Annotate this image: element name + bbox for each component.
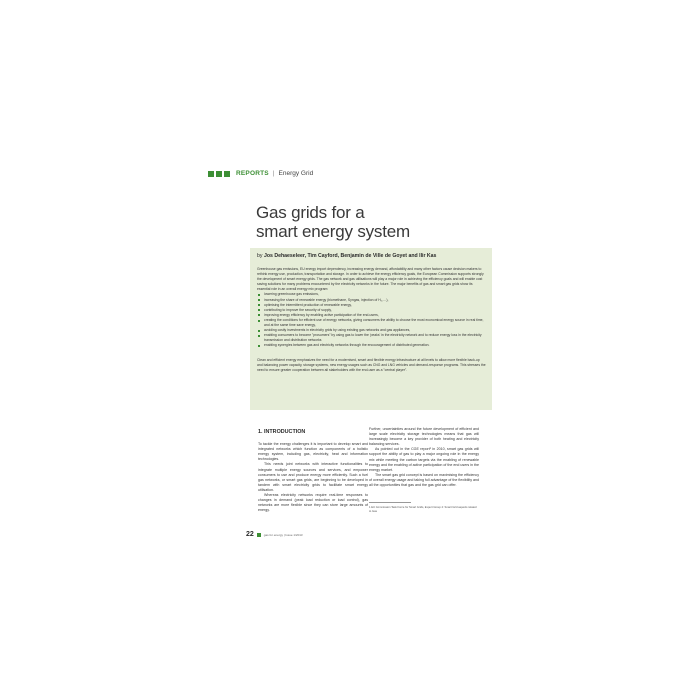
paragraph: The smart gas grid concept is based on maximising the efficiency of overall energy usage and taking full advantage of the flexibility and all the opportunities that gas and the gas grid can offer. xyxy=(369,472,479,488)
paragraph: To tackle the energy challenges it is important to develop smart and integrated networks which function as components of a holistic energy system, including gas, electricity, heat and information technologies. xyxy=(258,442,368,462)
footnote-divider xyxy=(369,502,411,503)
body-column-2 xyxy=(369,427,479,513)
section-header xyxy=(208,170,313,177)
journal-info: gas for energy | Issue 1/2013 xyxy=(263,532,303,537)
paragraph: Whereas electricity networks require real-time responses to changes in demand (peak load reduction or load control), gas networks are more flexible since they can store large amounts of energy. xyxy=(258,493,368,513)
list-item: avoiding costly investments in electricity grids by using existing gas networks and gas appliances, xyxy=(257,328,486,333)
footnote-text: 1 EU Commission Task Force for Smart Grids, Expert Group 4: Smart Grid aspects related to Gas xyxy=(369,506,477,513)
article-title xyxy=(256,203,456,241)
page-footer xyxy=(246,531,303,538)
body-column-1 xyxy=(258,430,368,513)
paragraph: As pointed out in the CGE report¹ in 2010, smart gas grids will support the ability of gas to play a major ongoing role in the energy mix while meeting the carbon targets via the enabling of renewable energy and the enabling of active participation of the end users in the energy market. xyxy=(369,447,479,472)
abstract-box xyxy=(250,248,492,410)
list-item: creating the conditions for efficient use of energy networks, giving consumers the ability to choose the most economical energy source in real time, and at the same time save energy, xyxy=(257,318,486,328)
page-number: 22 xyxy=(246,531,254,538)
footer-marker-icon xyxy=(257,533,261,537)
byline-prefix: by xyxy=(257,253,263,259)
list-item: improving energy efficiency by enabling active participation of the end-users, xyxy=(257,313,486,318)
list-item: contributing to improve the security of supply, xyxy=(257,308,486,313)
byline xyxy=(257,253,486,259)
benefits-list xyxy=(257,292,486,348)
section-heading: 1. INTRODUCTION xyxy=(258,429,306,435)
section-marker-icon xyxy=(208,171,230,177)
list-item: enabling consumers to become "prosumers" by using gas to lower the 'peaks' in the electricity network and to reduce energy loss in the electricity transmission and distribution networks xyxy=(257,333,486,343)
authors: Jos Dehaeseleer, Tim Cayford, Benjamin de Ville de Goyet and Ilir Kas xyxy=(263,253,437,259)
abstract-intro: Greenhouse gas emissions, EU energy import dependency, increasing energy demand, affordability and many other factors cause decision makers to rethink energy use, production, transportation and storage. In order to achieve the energy efficiency goals, the European Commission supports strongly the development of smart energy grids. The gas network and gas utilisations will play a major role in achieving the efficiency goals and will enable cost saving solutions for many problems encountered by the electricity networks in the future. The major benefits of gas and smart gas grids show its essential role in an overall energy mix program: xyxy=(257,267,484,292)
paragraph: This needs joint networks with interactive functionalities to integrate multiple energy sources and services, and empower consumers to use and produce energy more efficiently. Such a fuel gas networks, or smart gas grids, are beginning to be developed in tandem with smart electricity grids to facilitate smart energy utilisation. xyxy=(258,462,368,492)
footnote xyxy=(369,502,479,513)
list-item: enabling synergies between gas and electricity networks through the encouragement of distributed generation. xyxy=(257,343,486,348)
paragraph: Further, uncertainties around the future development of efficient and large scale electricity storage technologies means that gas will increasingly become a key provider of both heating and electricity balancing services. xyxy=(369,427,479,447)
list-item: increasing the share of renewable energy (biomethane, Syngas, injection of H₂,…), xyxy=(257,298,486,303)
title-line-2: smart energy system xyxy=(256,222,410,241)
category-label: Energy Grid xyxy=(278,170,314,177)
title-line-1: Gas grids for a xyxy=(256,203,365,222)
list-item: lowering greenhouse gas emissions, xyxy=(257,292,486,297)
header-separator: | xyxy=(272,170,275,177)
section-label: REPORTS xyxy=(236,170,269,177)
list-item: optimising the intermittent production of renewable energy, xyxy=(257,303,486,308)
abstract-closing: Clean and efficient energy emphasizes the need for a modernised, smart and flexible energy infrastructure at all levels to allow more flexible back-up and balancing power capacity, storage systems, new energy usages such as CNG and LNG vehicles and demand-response programs. This stresses the need to ensure greater cooperation between all stakeholders with the end-user as a "central player". xyxy=(257,357,486,372)
